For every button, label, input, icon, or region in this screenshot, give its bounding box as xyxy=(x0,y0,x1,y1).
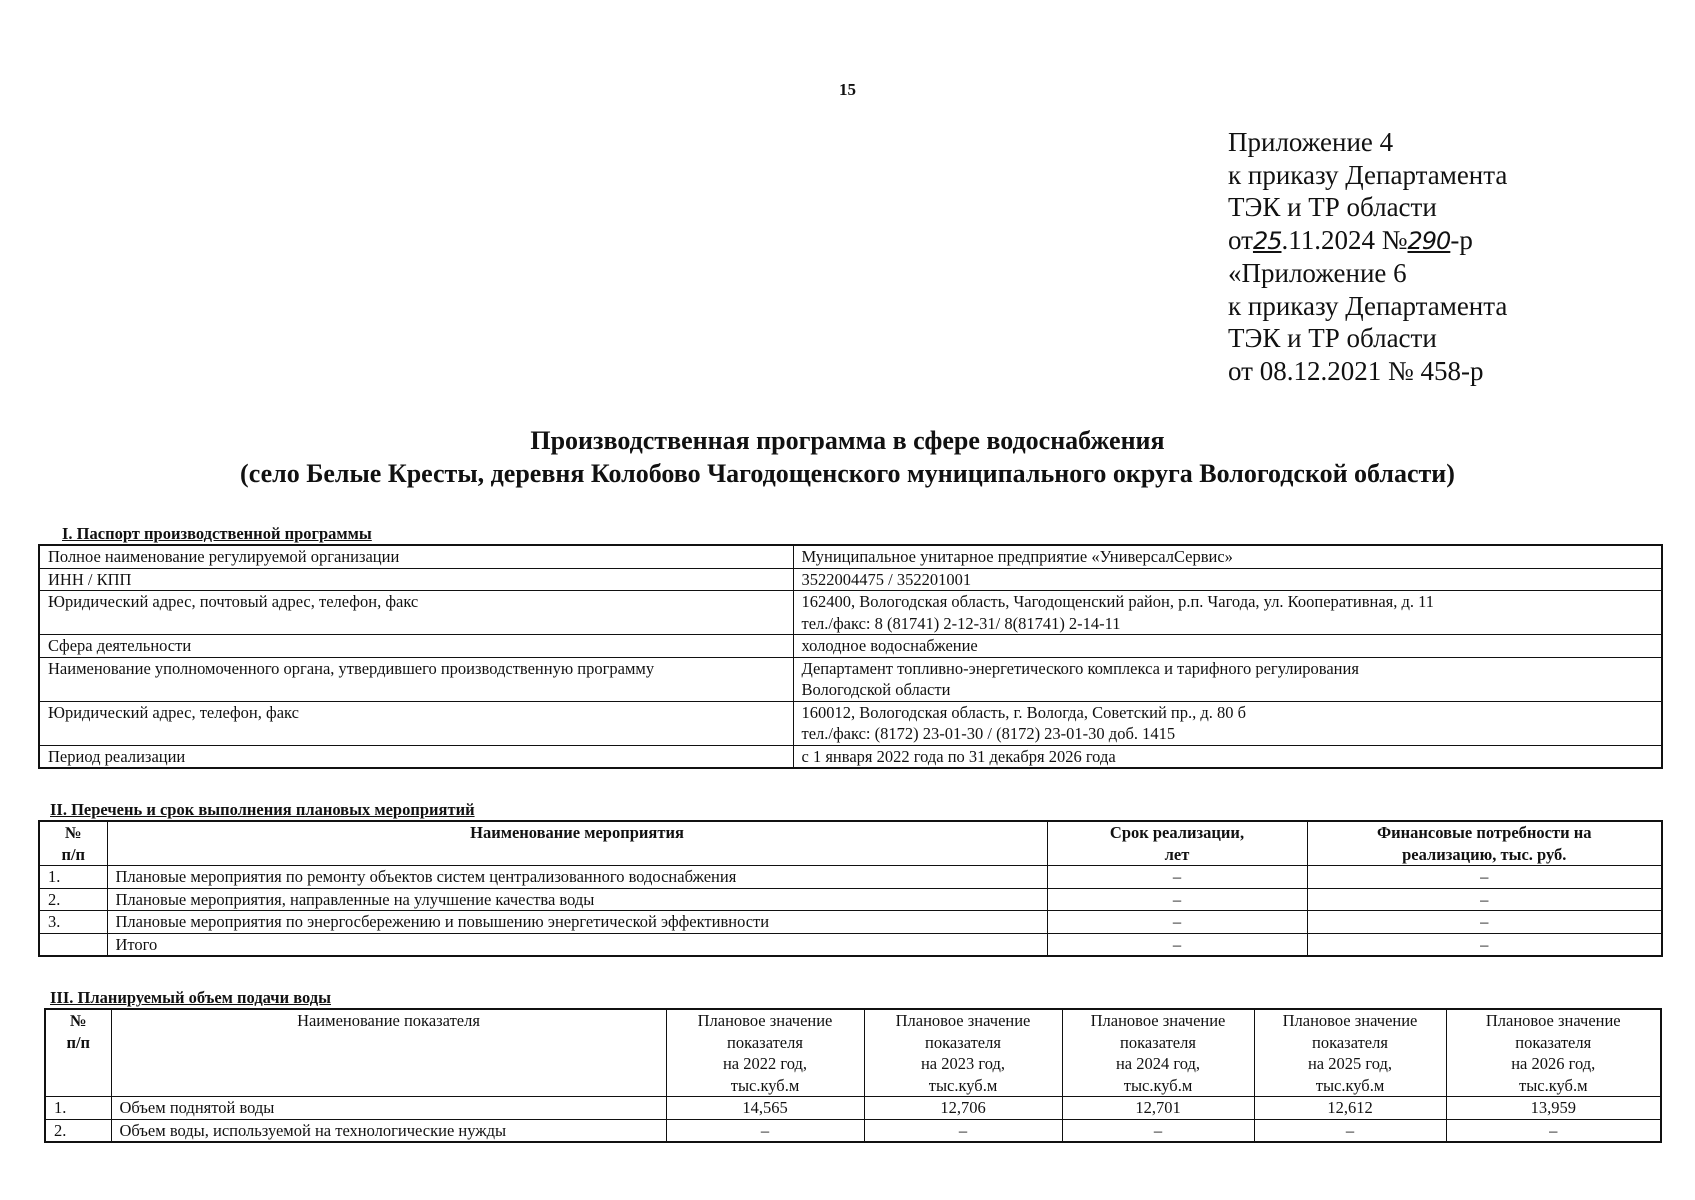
table-header-row xyxy=(39,821,1662,866)
row-value: 12,706 xyxy=(864,1097,1062,1120)
row-number: 1. xyxy=(39,866,107,889)
header-line: лет xyxy=(1164,844,1190,864)
header-line: на 2024 год, xyxy=(1115,1054,1201,1073)
row-name: Объем поднятой воды xyxy=(111,1097,666,1120)
appendix-line: к приказу Департамента xyxy=(1228,290,1508,321)
header-line: на 2025 год, xyxy=(1307,1054,1393,1073)
row-finance: – xyxy=(1307,866,1662,889)
appendix-date-prefix: от xyxy=(1228,224,1253,255)
section2-label: II. Перечень и срок выполнения плановых мероприятий xyxy=(50,800,475,819)
row-term: – xyxy=(1047,888,1307,911)
passport-value-line: тел./факс: 8 (81741) 2-12-31/ 8(81741) 2-14-11 xyxy=(801,613,1121,633)
col-header-name: Наименование мероприятия xyxy=(107,821,1047,866)
header-line: тыс.куб.м xyxy=(1518,1075,1588,1095)
row-value: – xyxy=(864,1119,1062,1142)
appendix-line: ТЭК и ТР области xyxy=(1228,323,1437,353)
row-number: 2. xyxy=(45,1119,111,1142)
appendix-date-line xyxy=(1228,224,1507,258)
row-name: Объем воды, используемой на технологические нужды xyxy=(111,1119,666,1142)
passport-table xyxy=(38,544,1663,769)
appendix-date-suffix: -р xyxy=(1450,224,1473,255)
row-name: Плановые мероприятия по ремонту объектов систем централизованного водоснабжения xyxy=(107,866,1047,889)
table-row xyxy=(45,1097,1661,1120)
table-row xyxy=(39,701,1662,745)
header-line: Плановое значение xyxy=(1090,1011,1226,1030)
section1-label: I. Паспорт производственной программы xyxy=(62,524,372,543)
passport-value-line: 3522004475 / 352201001 xyxy=(801,569,972,589)
appendix-line: от 08.12.2021 № 458-р xyxy=(1228,355,1484,386)
header-line: реализацию, тыс. руб. xyxy=(1402,844,1567,864)
row-finance: – xyxy=(1307,933,1662,956)
header-line: Плановое значение xyxy=(1485,1011,1621,1030)
table-row xyxy=(39,933,1662,956)
col-header-year xyxy=(1446,1009,1661,1097)
col-header-term xyxy=(1047,821,1307,866)
row-number: 1. xyxy=(45,1097,111,1120)
passport-value xyxy=(793,591,1662,635)
passport-value-line: Вологодской области xyxy=(801,680,951,699)
col-header-year xyxy=(1254,1009,1446,1097)
row-name: Плановые мероприятия по энергосбережению и повышению энергетической эффективности xyxy=(107,911,1047,934)
passport-key: ИНН / КПП xyxy=(39,568,793,591)
col-header-number xyxy=(39,821,107,866)
passport-key: Период реализации xyxy=(39,745,793,768)
row-value: 12,701 xyxy=(1062,1097,1254,1120)
table-row xyxy=(45,1119,1661,1142)
passport-value xyxy=(793,745,1662,768)
passport-key: Наименование уполномоченного органа, утвердившего производственную программу xyxy=(39,657,793,701)
header-line: Финансовые потребности на xyxy=(1376,823,1592,842)
row-term: – xyxy=(1047,866,1307,889)
col-header-year xyxy=(1062,1009,1254,1097)
header-line: тыс.куб.м xyxy=(1315,1075,1385,1095)
table-row xyxy=(39,745,1662,768)
row-number xyxy=(39,933,107,956)
header-line: показателя xyxy=(1515,1032,1592,1052)
row-value: – xyxy=(666,1119,864,1142)
col-header-year xyxy=(864,1009,1062,1097)
passport-value-line: Департамент топливно-энергетического комплекса и тарифного регулирования xyxy=(801,658,1359,678)
passport-value xyxy=(793,545,1662,568)
col-header-name: Наименование показателя xyxy=(111,1009,666,1097)
passport-value-line: тел./факс: (8172) 23-01-30 / (8172) 23-01-30 доб. 1415 xyxy=(801,724,1176,743)
row-number: 2. xyxy=(39,888,107,911)
passport-key: Полное наименование регулируемой организации xyxy=(39,545,793,568)
col-header-year xyxy=(666,1009,864,1097)
passport-value-line: 160012, Вологодская область, г. Вологда, Советский пр., д. 80 б xyxy=(801,702,1247,722)
table-row xyxy=(39,911,1662,934)
measures-table xyxy=(38,820,1663,957)
appendix-line: ТЭК и ТР области xyxy=(1228,192,1437,222)
passport-value-line: с 1 января 2022 года по 31 декабря 2026 года xyxy=(801,746,1116,766)
appendix-block xyxy=(1228,126,1507,387)
row-finance: – xyxy=(1307,911,1662,934)
header-line: на 2026 год, xyxy=(1511,1054,1596,1073)
passport-key: Юридический адрес, телефон, факс xyxy=(39,701,793,745)
header-line: тыс.куб.м xyxy=(1123,1075,1193,1095)
header-line: показателя xyxy=(727,1032,803,1052)
table-header-row xyxy=(45,1009,1661,1097)
table-row xyxy=(39,545,1662,568)
appendix-line: к приказу Департамента xyxy=(1228,159,1508,190)
col-header-number xyxy=(45,1009,111,1097)
passport-value xyxy=(793,635,1662,658)
water-volume-table xyxy=(44,1008,1662,1143)
passport-value xyxy=(793,657,1662,701)
section3-label: III. Планируемый объем подачи воды xyxy=(50,988,331,1007)
row-finance: – xyxy=(1307,888,1662,911)
header-line: Плановое значение xyxy=(697,1011,833,1030)
header-line: № xyxy=(64,823,82,842)
header-line: тыс.куб.м xyxy=(928,1075,998,1095)
header-line: Плановое значение xyxy=(1282,1011,1418,1030)
handwritten-day: 25 xyxy=(1252,226,1282,255)
header-line: показателя xyxy=(925,1032,1001,1052)
row-number: 3. xyxy=(39,911,107,934)
appendix-line: Приложение 4 xyxy=(1228,127,1394,157)
passport-value xyxy=(793,568,1662,591)
passport-value xyxy=(793,701,1662,745)
title-line-1: Производственная программа в сфере водоснабжения xyxy=(530,426,1165,455)
page-number: 15 xyxy=(839,80,856,99)
row-value: 13,959 xyxy=(1446,1097,1661,1120)
row-value: – xyxy=(1254,1119,1446,1142)
table-row xyxy=(39,591,1662,635)
row-name: Итого xyxy=(107,933,1047,956)
row-term: – xyxy=(1047,933,1307,956)
table-row xyxy=(39,866,1662,889)
passport-key: Сфера деятельности xyxy=(39,635,793,658)
document-title xyxy=(0,424,1695,490)
header-line: тыс.куб.м xyxy=(730,1075,800,1095)
table-row xyxy=(39,568,1662,591)
table-row xyxy=(39,888,1662,911)
header-line: показателя xyxy=(1312,1032,1388,1052)
header-line: п/п xyxy=(66,1032,91,1052)
table-row xyxy=(39,657,1662,701)
header-line: п/п xyxy=(61,844,86,864)
header-line: Плановое значение xyxy=(895,1011,1031,1030)
appendix-line: «Приложение 6 xyxy=(1228,258,1407,288)
row-term: – xyxy=(1047,911,1307,934)
header-line: № xyxy=(69,1011,87,1030)
row-value: – xyxy=(1062,1119,1254,1142)
passport-key: Юридический адрес, почтовый адрес, телефон, факс xyxy=(39,591,793,635)
row-name: Плановые мероприятия, направленные на улучшение качества воды xyxy=(107,888,1047,911)
row-value: 14,565 xyxy=(666,1097,864,1120)
header-line: на 2023 год, xyxy=(920,1054,1006,1073)
title-line-2: (село Белые Кресты, деревня Колобово Чагодощенского муниципального округа Вологодской области) xyxy=(240,459,1455,488)
row-value: 12,612 xyxy=(1254,1097,1446,1120)
table-row xyxy=(39,635,1662,658)
header-line: Срок реализации, xyxy=(1109,823,1245,842)
row-value: – xyxy=(1446,1119,1661,1142)
appendix-date-mid: .11.2024 № xyxy=(1281,224,1408,255)
passport-value-line: холодное водоснабжение xyxy=(801,636,978,655)
header-line: показателя xyxy=(1120,1032,1196,1052)
passport-value-line: 162400, Вологодская область, Чагодощенский район, р.п. Чагода, ул. Кооперативная, д. 11 xyxy=(801,592,1435,611)
col-header-finance xyxy=(1307,821,1662,866)
passport-value-line: Муниципальное унитарное предприятие «УниверсалСервис» xyxy=(801,547,1233,566)
handwritten-number: 290 xyxy=(1407,226,1451,255)
header-line: на 2022 год, xyxy=(722,1054,808,1073)
